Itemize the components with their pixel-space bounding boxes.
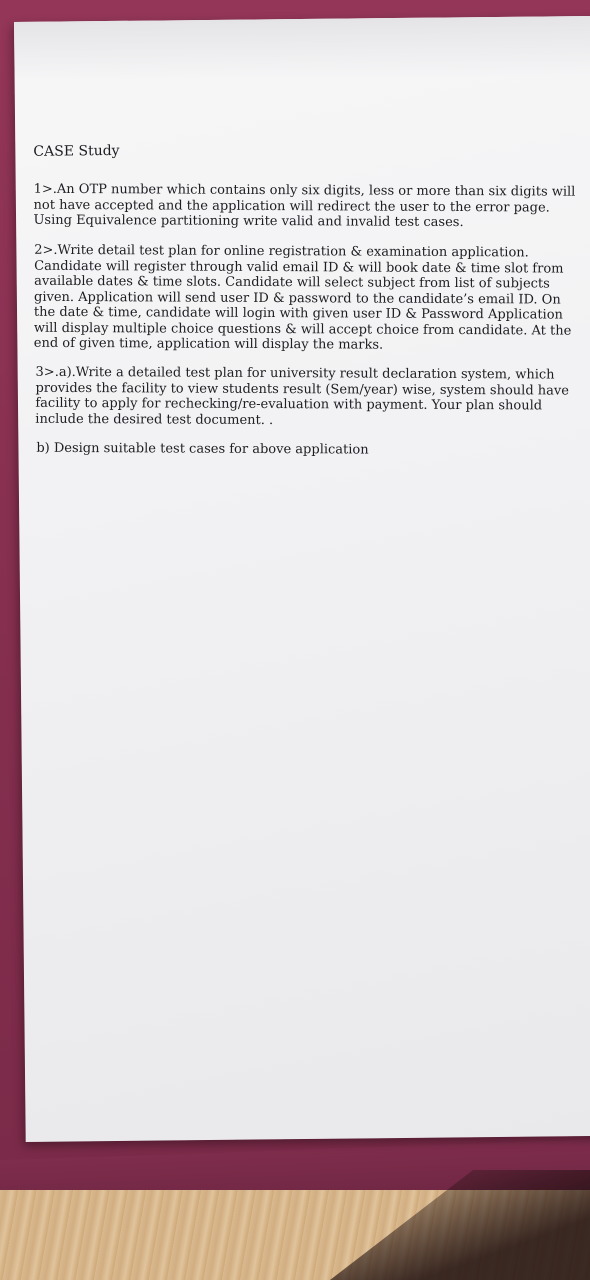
- paper-sheet: [14, 16, 590, 1142]
- question-2: 2>.Write detail test plan for online registration & examination application. Candidate will register through valid email ID & will book date & time slot from available dates & time slots. Candidate will select subject from list of subjects given. Application will send user ID & password to the candidate’s email ID. On the date & time, candidate will login with given user ID & Password Application will display multiple choice questions & will accept choice from candidate. At the end of given time, application will display the marks.: [33, 242, 572, 353]
- document-content: [33, 138, 584, 471]
- question-3b: b) Design suitable test cases for above application: [36, 440, 369, 458]
- case-study-heading: CASE Study: [33, 142, 120, 160]
- paper-curl: [14, 16, 590, 82]
- question-3a: 3>.a).Write a detailed test plan for university result declaration system, which provides the facility to view students result (Sem/year) wise, system should have facility to apply for rechecking/re-evaluation with payment. Your plan should include the desired test document. .: [35, 364, 570, 428]
- question-1: 1>.An OTP number which contains only six digits, less or more than six digits will not have accepted and the application will redirect the user to the error page. Using Equivalence partitioning write valid and invalid test cases.: [33, 181, 576, 231]
